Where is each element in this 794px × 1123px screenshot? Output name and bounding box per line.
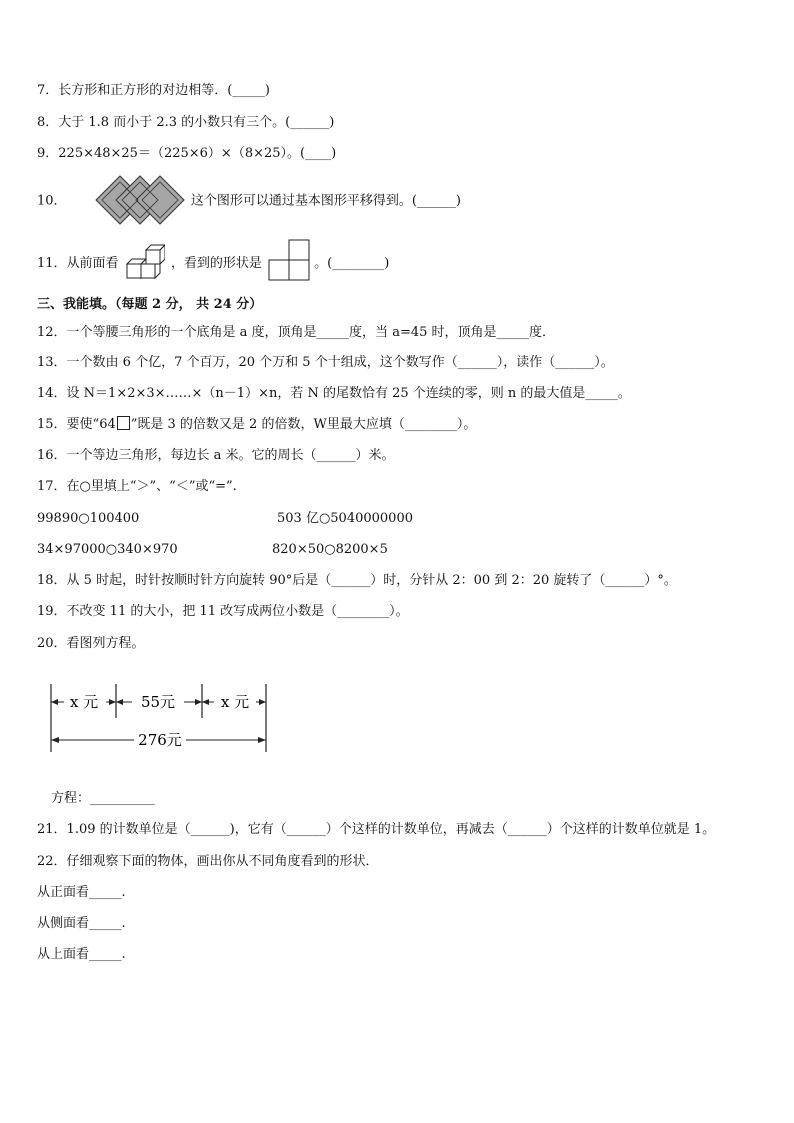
compare-c: 34×97000○340×970 — [37, 542, 178, 557]
segment-label-x2: x 元 — [220, 693, 250, 711]
cube-stack-figure — [125, 242, 165, 280]
compare-d: 820×50○8200×5 — [272, 542, 388, 557]
equation-line: 方程：__________ — [51, 791, 156, 806]
view-side: 从侧面看_____. — [37, 916, 126, 931]
question-21: 21．1.09 的计数单位是（______)，它有（______）个这样的计数单位，再减去（______）个这样的计数单位就是 1。 — [37, 822, 716, 837]
question-11 — [37, 255, 389, 273]
compare-b: 503 亿○5040000000 — [277, 511, 413, 526]
translated-diamonds-figure — [93, 174, 187, 226]
question-19: 19．不改变 11 的大小，把 11 改写成两位小数是（________）。 — [37, 604, 409, 619]
view-front: 从正面看_____. — [37, 885, 126, 900]
segment-label-55: 55元 — [140, 693, 176, 711]
section-3-heading: 三、我能填。（每题 2 分， 共 24 分） — [37, 297, 263, 312]
front-view-figure — [268, 239, 310, 281]
question-11-prefix: 11．从前面看 — [37, 256, 119, 271]
question-16: 16．一个等边三角形，每边长 a 米。它的周长（______）米。 — [37, 448, 395, 463]
question-15-prefix: 15．要使“64 — [37, 417, 116, 432]
question-12: 12．一个等腰三角形的一个底角是 a 度，顶角是_____度，当 a=45 时，顶角是_____度． — [37, 325, 556, 340]
question-11-middle: ，看到的形状是 — [170, 256, 262, 271]
question-10-text: 这个图形可以通过基本图形平移得到。(______) — [190, 193, 461, 209]
question-20: 20．看图列方程。 — [37, 636, 145, 651]
question-15 — [37, 416, 476, 434]
question-11-suffix: 。(________) — [314, 256, 390, 271]
question-13: 13．一个数由 6 个亿，7 个百万，20 个万和 5 个十组成，这个数写作（______），读作（______）。 — [37, 355, 614, 370]
question-18: 18．从 5 时起，时针按顺时针方向旋转 90°后是（______）时，分针从 2：00 到 2：20 旋转了（______）°。 — [37, 573, 677, 588]
blank-box-icon — [117, 416, 130, 430]
question-17: 17．在○里填上“＞”、“＜”或“=”. — [37, 479, 237, 494]
question-8: 8．大于 1.8 而小于 2.3 的小数只有三个。(______) — [37, 115, 335, 130]
segment-label-x1: x 元 — [69, 693, 99, 711]
view-top: 从上面看_____. — [37, 947, 126, 962]
question-14: 14．设 N＝1×2×3×……×（n－1）×n，若 N 的尾数恰有 25 个连续的零，则 n 的最大值是_____。 — [37, 386, 631, 401]
question-15-suffix: ”既是 3 的倍数又是 2 的倍数，W里最大应填（________）。 — [130, 417, 477, 432]
question-7: 7．长方形和正方形的对边相等．(_____) — [37, 83, 270, 98]
segment-label-total: 276元 — [138, 731, 182, 749]
compare-a: 99890○100400 — [37, 511, 140, 526]
segment-diagram — [44, 680, 274, 756]
question-22: 22．仔细观察下面的物体，画出你从不同角度看到的形状． — [37, 854, 379, 869]
question-10 — [37, 192, 461, 211]
question-9: 9．225×48×25＝（225×6）×（8×25）。(____) — [37, 146, 337, 161]
question-10-number: 10． — [37, 193, 67, 209]
